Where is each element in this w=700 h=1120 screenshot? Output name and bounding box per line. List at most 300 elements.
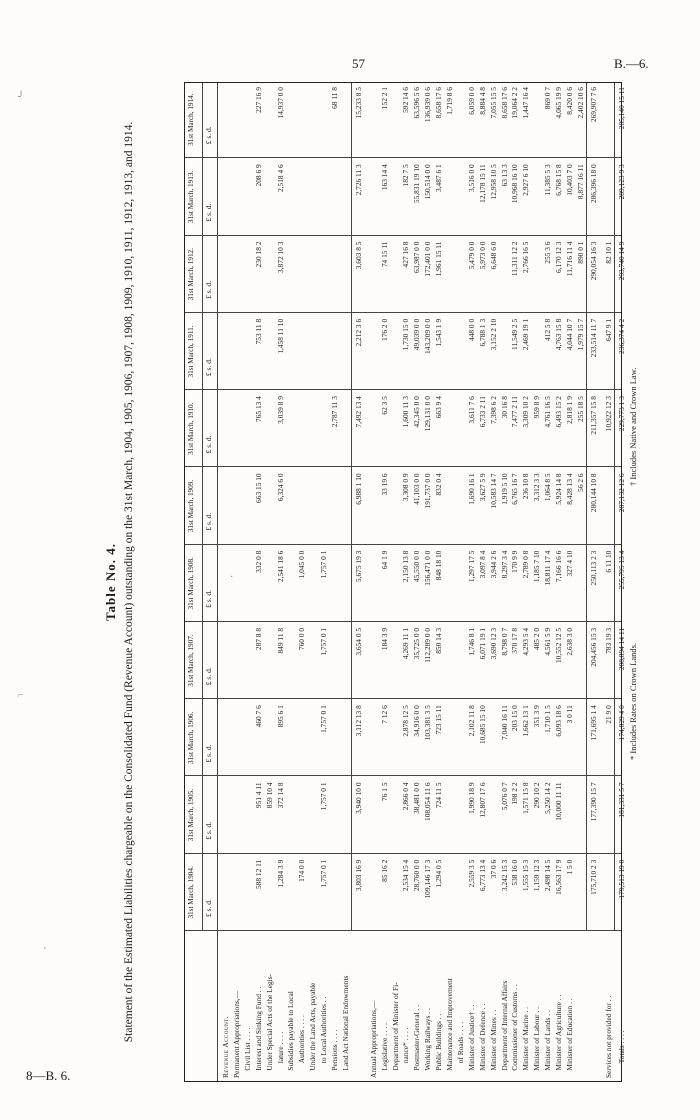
table-cell: 286,396 18 0 xyxy=(588,164,598,204)
table-cell: 1,757 0 1 xyxy=(319,705,329,733)
table-cell: 760 0 0 xyxy=(297,627,307,651)
table-cell: 41,103 0 0 xyxy=(412,473,422,505)
table-cell: 1,746 8 1 xyxy=(466,627,476,656)
table-cell: 1,710 1 5 xyxy=(543,705,553,733)
table-cell: 293,740 14 9 xyxy=(616,241,626,281)
column-header: 31st March, 1908. xyxy=(187,557,195,610)
table-cell: 7,040 16 11 xyxy=(499,705,509,741)
table-cell: 7,166 16 6 xyxy=(554,550,563,583)
table-cell: 143,209 0 0 xyxy=(423,318,433,354)
table-cell: 1,757 0 1 xyxy=(319,859,329,888)
table-cell: 753 11 8 xyxy=(253,318,263,345)
currency-units: £ s. d. xyxy=(204,821,213,840)
table-cell: 332 0 8 xyxy=(253,550,263,573)
table-cell: 35,725 0 0 xyxy=(412,627,422,660)
table-cell: 2,559 3 5 xyxy=(466,859,476,888)
table-cell: 1,543 1 9 xyxy=(434,318,444,347)
table-cell: 82 10 1 xyxy=(603,241,613,264)
table-cell: 255 18 5 xyxy=(575,396,585,422)
table-cell: 3,487 6 1 xyxy=(434,164,444,192)
table-cell: 290,054 16 3 xyxy=(588,241,598,281)
table-cell: 3,803 16 9 xyxy=(353,859,363,892)
row-label: Land Act National Endowments xyxy=(340,975,350,1078)
table-cell: 1,447 16 4 xyxy=(521,87,531,119)
table-cell: 1,185 7 10 xyxy=(532,550,542,583)
table-cell: 10,968 16 10 xyxy=(510,164,520,204)
table-cell: 4,044 10 7 xyxy=(564,318,574,351)
table-cell: 112,289 0 0 xyxy=(423,627,433,663)
table-cell: 236 10 8 xyxy=(521,473,531,500)
table-cell: 427 16 8 xyxy=(401,241,411,268)
table-cell: 8,420 0 6 xyxy=(564,87,574,115)
table-cell: 2,150 13 8 xyxy=(401,550,411,583)
row-label: Minister of Defence . . xyxy=(477,1003,487,1078)
table-cell: 4,561 5 9 xyxy=(543,627,553,656)
table-cell: 64 1 9 xyxy=(379,550,389,570)
table-cell: 3,611 7 6 xyxy=(466,396,476,424)
table-cell: 49,039 0 0 xyxy=(412,318,422,351)
table-cell: 1,297 17 5 xyxy=(466,550,476,583)
table-cell: 4,065 19 9 xyxy=(554,87,563,119)
margin-mark: ╯ xyxy=(18,92,25,103)
table-cell: 588 12 11 xyxy=(253,859,263,890)
row-label: Minister of Justice† . . xyxy=(466,1004,476,1078)
row-label: Under the Land Acts, payable xyxy=(308,982,318,1078)
currency-units: £ s. d. xyxy=(204,590,213,608)
rotated-table-page xyxy=(100,82,700,1082)
table-cell: 103,381 3 5 xyxy=(423,705,433,741)
table-cell: 8,877 16 11 xyxy=(575,164,585,200)
table-cell: 1,730 15 0 xyxy=(401,318,411,351)
currency-units: £ s. d. xyxy=(204,512,213,531)
table-cell: 10,583 14 7 xyxy=(488,473,498,509)
currency-units: £ s. d. xyxy=(204,126,213,145)
table-cell: 1,064 8 5 xyxy=(543,473,553,502)
table-cell: 5,076 0 7 xyxy=(499,782,509,811)
table-cell: 11,385 5 3 xyxy=(543,164,553,196)
table-cell: 3,152 2 10 xyxy=(488,318,498,351)
table-cell: 2,469 19 1 xyxy=(521,318,531,351)
table-cell: 8,658 17 6 xyxy=(499,87,509,119)
table-cell: 16,563 17 9 xyxy=(554,859,563,895)
column-header: 31st March, 1912. xyxy=(187,248,195,301)
table-cell: 3,242 15 3 xyxy=(499,859,509,892)
table-cell: 647 9 1 xyxy=(603,318,613,341)
row-label: Department of Internal Affairs xyxy=(499,980,509,1078)
row-label: Commissioner of Customs . . xyxy=(510,984,520,1078)
table-cell: 7,398 6 2 xyxy=(488,396,498,424)
table-cell: 3,097 8 4 xyxy=(477,550,487,579)
table-cell: 287 8 8 xyxy=(253,627,263,651)
column-header: 31st March, 1904. xyxy=(187,866,195,919)
table-cell: 3,309 10 2 xyxy=(521,396,531,428)
table-cell: 255,795 13 4 xyxy=(616,550,626,590)
page-reference: B.—6. xyxy=(614,56,649,71)
row-label: Public Buildings . . xyxy=(434,1013,444,1078)
table-cell: 3,312 3 3 xyxy=(532,473,542,502)
table-cell: 14,937 0 0 xyxy=(275,87,285,119)
table-cell: 136,939 0 6 xyxy=(423,87,433,123)
table-cell: 2,638 3 0 xyxy=(564,627,574,656)
table-cell: 1,757 0 1 xyxy=(319,550,329,579)
table-cell: 68 11 8 xyxy=(330,87,339,109)
table-cell: 2,541 18 6 xyxy=(275,550,285,583)
table-cell: 370 17 8 xyxy=(510,627,520,654)
row-label: nance* . . . . xyxy=(401,1027,411,1078)
table-cell: 174 0 0 xyxy=(297,859,307,882)
table-cell: 28,760 0 0 xyxy=(412,859,422,892)
row-label: Under Special Acts of the Legis- xyxy=(264,973,274,1078)
row-label: of Roads . . . . xyxy=(455,1021,465,1078)
table-cell: 2,518 4 6 xyxy=(275,164,285,192)
table-cell: 869 0 7 xyxy=(543,87,553,110)
table-cell: 3,516 0 0 xyxy=(466,164,476,192)
table-cell: 170 9 9 xyxy=(510,550,520,573)
table-cell: 7 12 6 xyxy=(379,705,389,724)
table-cell: 76 1 5 xyxy=(379,782,389,801)
table-cell: 4,269 11 1 xyxy=(401,627,411,660)
table-cell: 3,690 12 3 xyxy=(488,627,498,660)
table-cell: 765 13 4 xyxy=(253,396,263,422)
currency-units: £ s. d. xyxy=(204,667,213,686)
table-cell: 6,324 6 0 xyxy=(275,473,285,502)
row-label: Services not provided for . . xyxy=(603,995,613,1078)
table-cell: 1,600 11 3 xyxy=(401,396,411,428)
table-cell: 233,514 11 7 xyxy=(588,318,598,358)
table-cell: 74 15 11 xyxy=(379,241,389,268)
table-cell: 108,054 11 6 xyxy=(423,782,433,821)
table-cell: 6,170 12 3 xyxy=(554,241,563,273)
table-cell: 174,829 4 0 xyxy=(616,705,626,741)
table-title-block xyxy=(100,82,182,1082)
table-cell: 592 14 6 xyxy=(401,87,411,113)
table-cell: 8,658 17 6 xyxy=(434,87,444,119)
table-cell: 156,471 0 0 xyxy=(423,550,433,586)
table-cell: 848 18 10 xyxy=(434,550,444,581)
table-cell: 19,064 2 2 xyxy=(510,87,520,119)
currency-units: £ s. d. xyxy=(204,203,213,222)
table-cell: 255 3 6 xyxy=(543,241,553,264)
table-cell: 1,690 16 1 xyxy=(466,473,476,505)
table-cell: 2,534 15 4 xyxy=(401,859,411,892)
currency-units: £ s. d. xyxy=(204,280,213,299)
table-cell: 203 15 0 xyxy=(510,705,520,732)
table-cell: 850 14 3 xyxy=(434,627,444,654)
table-cell: 30 16 8 xyxy=(499,396,509,419)
table-cell: 1,961 15 11 xyxy=(434,241,444,277)
table-cell: 204,456 15 3 xyxy=(588,627,598,667)
column-header: 31st March, 1910. xyxy=(187,402,195,455)
table-cell: 11,549 2 5 xyxy=(510,318,520,350)
table-cell: 2,498 14 5 xyxy=(543,859,553,892)
table-cell: 2,927 6 10 xyxy=(521,164,531,196)
table-cell: 1,458 11 10 xyxy=(275,318,285,354)
table-cell: 85 16 2 xyxy=(379,859,389,882)
table-cell: 859 10 4 xyxy=(264,782,274,809)
margin-mark: · xyxy=(230,572,234,583)
table-cell: 1 5 0 xyxy=(564,859,574,875)
table-cell: 8,428 13 4 xyxy=(564,473,574,505)
table-cell: 2,766 16 5 xyxy=(521,241,531,273)
table-cell: 163 14 4 xyxy=(379,164,389,191)
table-cell: 33 19 6 xyxy=(379,473,389,496)
table-cell: 250,113 2 3 xyxy=(588,550,598,586)
table-cell: 327 4 10 xyxy=(564,550,574,577)
table-cell: 181,331 5 7 xyxy=(616,782,626,818)
table-cell: 4,293 5 4 xyxy=(521,627,531,656)
row-label: Minister of Labour . . xyxy=(532,1006,542,1078)
table-cell: 11,311 12 2 xyxy=(510,241,520,277)
table-cell: 56 2 6 xyxy=(575,473,585,492)
table-cell: 109,146 17 3 xyxy=(423,859,433,899)
table-cell: 38,481 0 0 xyxy=(412,782,422,814)
row-label: Civil List . . . . xyxy=(242,1027,252,1078)
row-label: Department of Minister of Fi- xyxy=(390,982,400,1078)
table-cell: 663 9 4 xyxy=(434,396,444,419)
column-header: 31st March, 1913. xyxy=(187,170,195,224)
row-label: Annual Appropriations,— xyxy=(368,1000,378,1078)
table-cell: 724 11 5 xyxy=(434,782,444,809)
table-cell: 7,492 13 4 xyxy=(353,396,363,428)
table-cell: 6 11 10 xyxy=(603,550,613,573)
table-cell: 12,178 15 11 xyxy=(477,164,487,203)
table-cell: 6,733 2 11 xyxy=(477,396,487,428)
margin-mark: ' xyxy=(44,946,46,957)
table-cell: 6,773 13 4 xyxy=(477,859,487,892)
table-cell: 172,401 0 0 xyxy=(423,241,433,277)
table-cell: 832 0 4 xyxy=(434,473,444,496)
table-cell: 15,233 8 5 xyxy=(353,87,363,119)
table-cell: 198 2 2 xyxy=(510,782,520,805)
column-header: 31st March, 1906. xyxy=(187,711,195,764)
table-cell: 176 2 0 xyxy=(379,318,389,341)
column-header: 31st March, 1911. xyxy=(187,325,195,378)
table-cell: 723 15 11 xyxy=(434,705,444,735)
table-cell: 1,571 15 8 xyxy=(521,782,531,814)
table-cell: 208,894 14 11 xyxy=(616,627,626,671)
table-cell: 4,761 16 5 xyxy=(543,396,553,428)
table-cell: 3,603 8 5 xyxy=(353,241,363,270)
table-cell: 3,112 13 8 xyxy=(353,705,363,737)
table-cell: 1,990 18 9 xyxy=(466,782,476,814)
row-label: Minister of Mines . . xyxy=(488,1009,498,1078)
table-cell: 45,550 0 0 xyxy=(412,550,422,583)
total-row-label: Totals . . . . xyxy=(616,1030,626,1078)
table-cell: 63,596 5 6 xyxy=(412,87,422,119)
table-cell: 171,695 1 4 xyxy=(588,705,598,741)
table-title: Statement of the Estimated Liabilities chargeable on the Consolidated Fund (Revenue Account) outstanding on the 31st March, 1904, 1905, 1906, 1907, 1908, 1909, 1910, 1911, 1912, 1913, and 1914. xyxy=(123,121,135,1043)
table-cell: 1,294 0 5 xyxy=(434,859,444,888)
table-cell: 63 13 3 xyxy=(499,164,509,187)
table-cell: 5,924 14 8 xyxy=(554,473,563,505)
row-label: Subsidies payable to Local xyxy=(286,991,296,1078)
table-cell: 2,878 12 5 xyxy=(401,705,411,737)
table-cell: 289,123 9 3 xyxy=(616,164,626,200)
table-cell: 12,807 17 6 xyxy=(477,782,487,818)
table-cell: 3,654 0 5 xyxy=(353,627,363,656)
table-cell: 1,159 12 3 xyxy=(532,859,542,892)
row-label: Interest and Sinking Fund . . xyxy=(253,986,263,1078)
table-cell: 287,132 12 6 xyxy=(616,473,626,513)
row-label: Minister of Agriculture . . xyxy=(554,994,563,1078)
row-label: to Local Authorities . . xyxy=(319,996,329,1078)
row-label: Postmaster-General . . xyxy=(412,1005,422,1078)
currency-units: £ s. d. xyxy=(204,435,213,454)
table-cell: 890 0 1 xyxy=(575,241,585,264)
table-cell: 1,719 8 6 xyxy=(445,87,454,115)
table-cell: 6,788 1 3 xyxy=(477,318,487,347)
table-cell: 62 3 5 xyxy=(379,396,389,415)
table-cell: 7,055 15 5 xyxy=(488,87,498,119)
table-cell: 184 3 9 xyxy=(379,627,389,651)
table-cell: 6,988 1 10 xyxy=(353,473,363,505)
table-cell: 448 0 0 xyxy=(466,318,476,341)
column-header: 31st March, 1905. xyxy=(187,788,195,842)
table-cell: 280,144 10 8 xyxy=(588,473,598,513)
table-cell: 6,493 15 2 xyxy=(554,396,563,428)
table-cell: 372 14 8 xyxy=(275,782,285,809)
table-cell: 6,768 15 8 xyxy=(554,164,563,196)
table-cell: 34,916 0 0 xyxy=(412,705,422,737)
table-cell: 2,866 0 4 xyxy=(401,782,411,811)
table-cell: 5,479 0 0 xyxy=(466,241,476,270)
liabilities-table xyxy=(184,82,626,1082)
table-cell: 3,940 10 0 xyxy=(353,782,363,814)
table-cell: 5,675 19 3 xyxy=(353,550,363,583)
table-cell: 6,071 19 1 xyxy=(477,627,487,660)
currency-units: £ s. d. xyxy=(204,744,213,763)
table-cell: 663 15 10 xyxy=(253,473,263,503)
row-label: Maintenance and Improvement xyxy=(445,978,454,1078)
table-cell: 63,987 0 0 xyxy=(412,241,422,273)
row-label: Minister of Education . . xyxy=(564,998,574,1078)
table-cell: 783 19 3 xyxy=(603,627,613,654)
footer-reference: 8—B. 6. xyxy=(26,1068,71,1083)
column-header: 31st March, 1914. xyxy=(187,93,195,146)
table-cell: 8,297 3 4 xyxy=(499,550,509,579)
table-cell: 152 2 1 xyxy=(379,87,389,110)
table-cell: 1,757 0 1 xyxy=(319,782,329,811)
table-cell: 11,716 11 4 xyxy=(564,241,574,277)
table-cell: 211,357 15 8 xyxy=(588,396,598,435)
table-cell: 412 5 8 xyxy=(543,318,553,341)
total-rule xyxy=(614,83,615,931)
table-cell: 485 2 0 xyxy=(532,627,542,651)
table-cell: 42,345 0 0 xyxy=(412,396,422,428)
column-header: 31st March, 1907. xyxy=(187,634,195,687)
table-cell: 6,093 18 6 xyxy=(554,705,563,737)
table-cell: 2,726 11 3 xyxy=(353,164,363,196)
table-cell: 175,710 2 3 xyxy=(588,859,598,895)
table-cell: 3,872 10 3 xyxy=(275,241,285,273)
table-cell: 1,555 15 3 xyxy=(521,859,531,892)
table-cell: 208 6 9 xyxy=(253,164,263,187)
header-rule xyxy=(202,83,203,931)
table-cell: 177,390 15 7 xyxy=(588,782,598,822)
table-cell: 10,000 11 11 xyxy=(554,782,563,821)
table-cell: 5,250 14 2 xyxy=(543,782,553,814)
table-cell: 3,039 8 9 xyxy=(275,396,285,424)
table-cell: 5,973 0 0 xyxy=(477,241,487,270)
table-cell: 8,798 0 7 xyxy=(499,627,509,656)
table-cell: 2,102 11 8 xyxy=(466,705,476,737)
table-cell: 959 8 9 xyxy=(532,396,542,419)
table-cell: 2,789 0 8 xyxy=(521,550,531,579)
table-cell: 285,140 15 11 xyxy=(616,87,626,130)
table-cell: 2,402 10 6 xyxy=(575,87,585,119)
row-label: Working Railways . . xyxy=(423,1008,433,1078)
table-cell: 10,403 7 0 xyxy=(564,164,574,196)
footnote-rates: * Includes Rates on Crown Lands. xyxy=(628,642,638,760)
table-cell: 7,477 2 11 xyxy=(510,396,520,428)
total-rule xyxy=(351,83,352,931)
row-label: Permanent Appropriations,— xyxy=(231,990,241,1078)
column-header: 31st March, 1909. xyxy=(187,479,195,533)
table-cell: 191,737 0 0 xyxy=(423,473,433,509)
table-cell: 1,662 13 1 xyxy=(521,705,531,737)
table-cell: 269,907 7 6 xyxy=(588,87,598,123)
row-label: Authorities . . . . xyxy=(297,1015,307,1078)
row-label: Minister of Lands . . xyxy=(543,1010,553,1078)
row-label: Minister of Marine . . xyxy=(521,1006,531,1078)
table-cell: 6,765 16 7 xyxy=(510,473,520,505)
margin-mark: ⌐ xyxy=(18,690,24,701)
table-cell: 10,922 12 3 xyxy=(603,396,613,432)
footnote-native: † Includes Native and Crown Law. xyxy=(628,367,638,486)
table-cell: 229,773 1 3 xyxy=(616,396,626,432)
table-cell: 129,131 0 0 xyxy=(423,396,433,432)
table-cell: 37 0 6 xyxy=(488,859,498,879)
table-cell: 3 0 11 xyxy=(564,705,574,724)
table-cell: 1,045 0 0 xyxy=(297,550,307,579)
table-cell: 150,514 0 0 xyxy=(423,164,433,200)
row-label: Pensions . . . . xyxy=(330,1029,339,1078)
table-cell: 290 10 2 xyxy=(532,782,542,809)
table-cell: 1,284 3 9 xyxy=(275,859,285,888)
row-label: lature . . . . xyxy=(275,1031,285,1078)
table-cell: 236,374 4 2 xyxy=(616,318,626,354)
table-cell: 227 16 9 xyxy=(253,87,263,113)
page-number: 57 xyxy=(352,56,365,71)
row-label: Revenue Account. xyxy=(221,1015,230,1078)
table-cell: 18,811 17 4 xyxy=(543,550,553,586)
currency-units: £ s. d. xyxy=(204,899,213,917)
table-cell: 951 4 11 xyxy=(253,782,263,809)
currency-units: £ s. d. xyxy=(204,358,213,377)
table-cell: 6,059 0 0 xyxy=(466,87,476,115)
table-cell: 3,944 2 6 xyxy=(488,550,498,579)
table-cell: 351 3 9 xyxy=(532,705,542,728)
table-cell: 849 11 8 xyxy=(275,627,285,654)
table-cell: 10,552 12 5 xyxy=(554,627,563,664)
table-cell: 179,513 19 0 xyxy=(616,859,626,899)
table-cell: 1,919 5 10 xyxy=(499,473,509,505)
table-cell: 230 18 2 xyxy=(253,241,263,268)
table-cell: 55,831 19 10 xyxy=(412,164,422,204)
table-cell: 21 9 0 xyxy=(603,705,613,724)
table-cell: 8,884 4 8 xyxy=(477,87,487,115)
table-cell: 1,757 0 1 xyxy=(319,627,329,656)
table-cell: 2,212 3 6 xyxy=(353,318,363,347)
table-cell: 2,818 1 9 xyxy=(564,396,574,424)
total-rule xyxy=(586,83,587,931)
table-cell: 460 7 6 xyxy=(253,705,263,728)
table-cell: 6,648 6 0 xyxy=(488,241,498,270)
table-label: Table No. 4. xyxy=(103,543,118,621)
table-cell: 182 7 5 xyxy=(401,164,411,187)
table-cell: 538 16 0 xyxy=(510,859,520,886)
table-cell: 3,627 5 9 xyxy=(477,473,487,502)
